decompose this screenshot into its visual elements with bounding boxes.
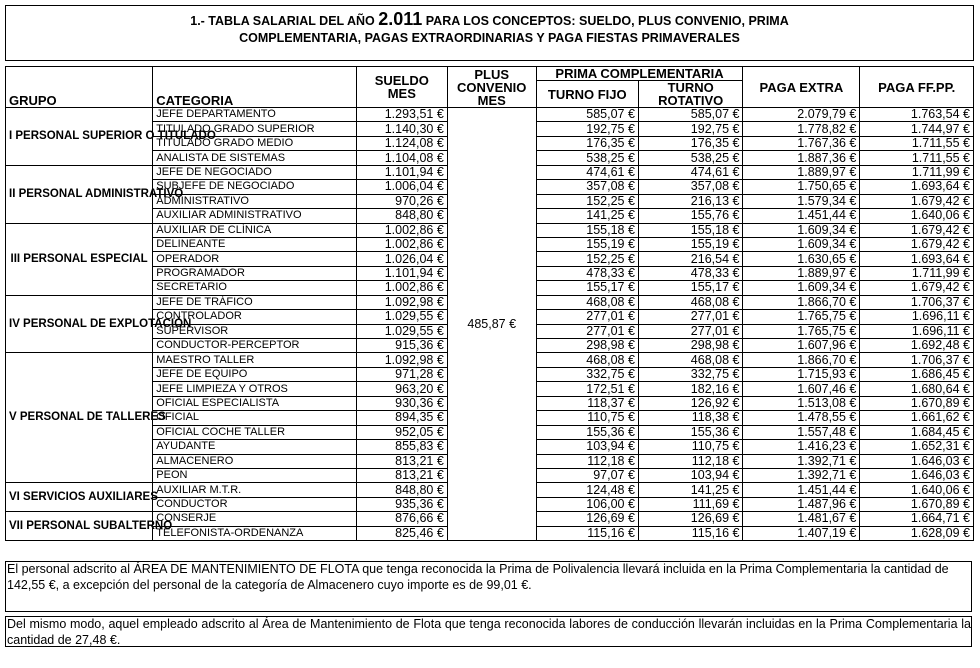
paga-extra-cell: 1.609,34 € (743, 223, 860, 237)
paga-extra-cell: 1.451,44 € (743, 483, 860, 497)
paga-ff-cell: 1.763,54 € (860, 108, 974, 122)
paga-extra-cell: 1.887,36 € (743, 151, 860, 165)
paga-ff-cell: 1.696,11 € (860, 324, 974, 338)
categoria-cell: JEFE DE EQUIPO (153, 367, 356, 381)
group-name: I PERSONAL SUPERIOR O TITULADO (6, 108, 153, 166)
categoria-cell: OFICIAL (153, 411, 356, 425)
title-year: 2.011 (378, 9, 423, 29)
paga-extra-cell: 1.392,71 € (743, 454, 860, 468)
header-sueldo: SUELDO MES (356, 67, 447, 108)
paga-extra-cell: 1.416,23 € (743, 440, 860, 454)
sueldo-cell: 915,36 € (356, 339, 447, 353)
paga-extra-cell: 1.889,97 € (743, 165, 860, 179)
sueldo-cell: 970,26 € (356, 194, 447, 208)
categoria-cell: JEFE LIMPIEZA Y OTROS (153, 382, 356, 396)
paga-extra-cell: 1.889,97 € (743, 266, 860, 280)
group-name: II PERSONAL ADMINISTRATIVO (6, 165, 153, 223)
table-body (6, 108, 974, 541)
paga-ff-cell: 1.679,42 € (860, 223, 974, 237)
paga-extra-cell: 1.767,36 € (743, 136, 860, 150)
categoria-cell: AYUDANTE (153, 440, 356, 454)
turno-rotativo-cell: 468,08 € (638, 295, 743, 309)
turno-fijo-cell: 155,17 € (536, 281, 638, 295)
turno-rotativo-cell: 141,25 € (638, 483, 743, 497)
paga-ff-cell: 1.711,55 € (860, 136, 974, 150)
paga-ff-cell: 1.693,64 € (860, 252, 974, 266)
sueldo-cell: 1.140,30 € (356, 122, 447, 136)
categoria-cell: DELINEANTE (153, 237, 356, 251)
paga-extra-cell: 1.487,96 € (743, 497, 860, 511)
categoria-cell: CONDUCTOR-PERCEPTOR (153, 339, 356, 353)
paga-ff-cell: 1.640,06 € (860, 483, 974, 497)
paga-ff-cell: 1.664,71 € (860, 512, 974, 526)
sueldo-cell: 1.293,51 € (356, 108, 447, 122)
categoria-cell: OFICIAL COCHE TALLER (153, 425, 356, 439)
turno-fijo-cell: 478,33 € (536, 266, 638, 280)
sueldo-cell: 813,21 € (356, 454, 447, 468)
turno-fijo-cell: 538,25 € (536, 151, 638, 165)
turno-rotativo-cell: 155,19 € (638, 237, 743, 251)
paga-ff-cell: 1.679,42 € (860, 281, 974, 295)
categoria-cell: AUXILIAR ADMINISTRATIVO (153, 209, 356, 223)
turno-rotativo-cell: 277,01 € (638, 324, 743, 338)
header-paga-extra: PAGA EXTRA (743, 67, 860, 108)
paga-extra-cell: 1.715,93 € (743, 367, 860, 381)
turno-fijo-cell: 106,00 € (536, 497, 638, 511)
paga-ff-cell: 1.706,37 € (860, 353, 974, 367)
sueldo-cell: 1.104,08 € (356, 151, 447, 165)
sueldo-cell: 935,36 € (356, 497, 447, 511)
turno-rotativo-cell: 216,13 € (638, 194, 743, 208)
paga-extra-cell: 1.478,55 € (743, 411, 860, 425)
categoria-cell: SUBJEFE DE NEGOCIADO (153, 180, 356, 194)
categoria-cell: SECRETARIO (153, 281, 356, 295)
paga-ff-cell: 1.711,99 € (860, 266, 974, 280)
paga-extra-cell: 1.609,34 € (743, 237, 860, 251)
sueldo-cell: 1.124,08 € (356, 136, 447, 150)
turno-fijo-cell: 152,25 € (536, 252, 638, 266)
turno-rotativo-cell: 112,18 € (638, 454, 743, 468)
categoria-cell: ADMINISTRATIVO (153, 194, 356, 208)
paga-extra-cell: 1.513,08 € (743, 396, 860, 410)
categoria-cell: CONTROLADOR (153, 310, 356, 324)
turno-fijo-cell: 155,19 € (536, 237, 638, 251)
title-prefix: 1.- TABLA SALARIAL DEL AÑO (190, 14, 379, 28)
categoria-cell: MAESTRO TALLER (153, 353, 356, 367)
turno-rotativo-cell: 111,69 € (638, 497, 743, 511)
turno-fijo-cell: 124,48 € (536, 483, 638, 497)
group-name: VII PERSONAL SUBALTERNO (6, 512, 153, 541)
paga-ff-cell: 1.711,55 € (860, 151, 974, 165)
sueldo-cell: 1.029,55 € (356, 324, 447, 338)
sueldo-cell: 1.002,86 € (356, 281, 447, 295)
title-suffix: PARA LOS CONCEPTOS: SUELDO, PLUS CONVENIO, PRIMA (422, 14, 789, 28)
turno-rotativo-cell: 176,35 € (638, 136, 743, 150)
paga-extra-cell: 1.630,65 € (743, 252, 860, 266)
turno-fijo-cell: 298,98 € (536, 339, 638, 353)
categoria-cell: OPERADOR (153, 252, 356, 266)
note-mantenimiento-flota: El personal adscrito al ÁREA DE MANTENIMIENTO DE FLOTA que tenga reconocida la Prima de Polivalencia llevará incluida en la Prima Complementaria la cantidad de 142,55 €, a excepción del personal de la categoría de Almacenero cuyo importe es de 99,01 €. (5, 561, 972, 612)
paga-ff-cell: 1.679,42 € (860, 237, 974, 251)
paga-extra-cell: 1.579,34 € (743, 194, 860, 208)
turno-rotativo-cell: 478,33 € (638, 266, 743, 280)
paga-ff-cell: 1.711,99 € (860, 165, 974, 179)
turno-rotativo-cell: 155,17 € (638, 281, 743, 295)
paga-ff-cell: 1.670,89 € (860, 396, 974, 410)
turno-fijo-cell: 118,37 € (536, 396, 638, 410)
group-name: IV PERSONAL DE EXPLOTACIÓN (6, 295, 153, 353)
turno-fijo-cell: 141,25 € (536, 209, 638, 223)
header-turno-rotativo: TURNO ROTATIVO (638, 81, 743, 108)
paga-extra-cell: 1.778,82 € (743, 122, 860, 136)
categoria-cell: PEON (153, 468, 356, 482)
categoria-cell: ANALISTA DE SISTEMAS (153, 151, 356, 165)
categoria-cell: CONDUCTOR (153, 497, 356, 511)
paga-ff-cell: 1.686,45 € (860, 367, 974, 381)
group-name: V PERSONAL DE TALLERES (6, 353, 153, 483)
categoria-cell: TITULADO GRADO SUPERIOR (153, 122, 356, 136)
sueldo-cell: 930,36 € (356, 396, 447, 410)
paga-extra-cell: 1.866,70 € (743, 295, 860, 309)
sueldo-cell: 1.101,94 € (356, 266, 447, 280)
turno-rotativo-cell: 357,08 € (638, 180, 743, 194)
categoria-cell: ALMACENERO (153, 454, 356, 468)
header-grupo: GRUPO (6, 67, 153, 108)
categoria-cell: JEFE DE NEGOCIADO (153, 165, 356, 179)
categoria-cell: TELEFONISTA-ORDENANZA (153, 526, 356, 540)
turno-fijo-cell: 468,08 € (536, 295, 638, 309)
paga-ff-cell: 1.670,89 € (860, 497, 974, 511)
paga-ff-cell: 1.661,62 € (860, 411, 974, 425)
header-categoria: CATEGORIA (153, 67, 356, 108)
categoria-cell: AUXILIAR DE CLÍNICA (153, 223, 356, 237)
turno-fijo-cell: 474,61 € (536, 165, 638, 179)
sueldo-cell: 1.026,04 € (356, 252, 447, 266)
document-title (5, 5, 974, 61)
sueldo-cell: 971,28 € (356, 367, 447, 381)
turno-fijo-cell: 176,35 € (536, 136, 638, 150)
paga-extra-cell: 1.451,44 € (743, 209, 860, 223)
turno-rotativo-cell: 126,69 € (638, 512, 743, 526)
turno-fijo-cell: 110,75 € (536, 411, 638, 425)
paga-ff-cell: 1.693,64 € (860, 180, 974, 194)
turno-rotativo-cell: 155,76 € (638, 209, 743, 223)
turno-fijo-cell: 277,01 € (536, 324, 638, 338)
paga-ff-cell: 1.684,45 € (860, 425, 974, 439)
sueldo-cell: 848,80 € (356, 483, 447, 497)
title-line-1 (6, 11, 973, 30)
sueldo-cell: 1.002,86 € (356, 223, 447, 237)
categoria-cell: PROGRAMADOR (153, 266, 356, 280)
paga-ff-cell: 1.696,11 € (860, 310, 974, 324)
sueldo-cell: 894,35 € (356, 411, 447, 425)
turno-rotativo-cell: 155,18 € (638, 223, 743, 237)
turno-fijo-cell: 97,07 € (536, 468, 638, 482)
sueldo-cell: 1.092,98 € (356, 353, 447, 367)
paga-extra-cell: 1.866,70 € (743, 353, 860, 367)
paga-ff-cell: 1.652,31 € (860, 440, 974, 454)
sueldo-cell: 1.002,86 € (356, 237, 447, 251)
paga-extra-cell: 2.079,79 € (743, 108, 860, 122)
paga-ff-cell: 1.706,37 € (860, 295, 974, 309)
turno-fijo-cell: 155,36 € (536, 425, 638, 439)
sueldo-cell: 876,66 € (356, 512, 447, 526)
categoria-cell: SUPERVISOR (153, 324, 356, 338)
paga-extra-cell: 1.607,46 € (743, 382, 860, 396)
sueldo-cell: 1.006,04 € (356, 180, 447, 194)
paga-ff-cell: 1.646,03 € (860, 468, 974, 482)
turno-rotativo-cell: 298,98 € (638, 339, 743, 353)
group-name: VI SERVICIOS AUXILIARES (6, 483, 153, 512)
header-turno-fijo: TURNO FIJO (536, 81, 638, 108)
sueldo-cell: 848,80 € (356, 209, 447, 223)
turno-rotativo-cell: 468,08 € (638, 353, 743, 367)
paga-extra-cell: 1.607,96 € (743, 339, 860, 353)
header-plus: PLUS CONVENIO MES (447, 67, 536, 108)
turno-rotativo-cell: 155,36 € (638, 425, 743, 439)
paga-extra-cell: 1.481,67 € (743, 512, 860, 526)
turno-rotativo-cell: 118,38 € (638, 411, 743, 425)
sueldo-cell: 825,46 € (356, 526, 447, 540)
sueldo-cell: 1.101,94 € (356, 165, 447, 179)
sueldo-cell: 813,21 € (356, 468, 447, 482)
paga-extra-cell: 1.392,71 € (743, 468, 860, 482)
categoria-cell: TITULADO GRADO MEDIO (153, 136, 356, 150)
table-row (6, 108, 974, 122)
turno-fijo-cell: 103,94 € (536, 440, 638, 454)
paga-extra-cell: 1.407,19 € (743, 526, 860, 540)
title-line-2: COMPLEMENTARIA, PAGAS EXTRAORDINARIAS Y PAGA FIESTAS PRIMAVERALES (239, 31, 740, 45)
turno-rotativo-cell: 216,54 € (638, 252, 743, 266)
salary-table (5, 66, 974, 541)
header-prima: PRIMA COMPLEMENTARIA (536, 67, 743, 81)
turno-rotativo-cell: 126,92 € (638, 396, 743, 410)
turno-fijo-cell: 155,18 € (536, 223, 638, 237)
categoria-cell: JEFE DE TRÁFICO (153, 295, 356, 309)
turno-rotativo-cell: 538,25 € (638, 151, 743, 165)
categoria-cell: AUXILIAR M.T.R. (153, 483, 356, 497)
turno-fijo-cell: 585,07 € (536, 108, 638, 122)
turno-fijo-cell: 126,69 € (536, 512, 638, 526)
paga-ff-cell: 1.692,48 € (860, 339, 974, 353)
turno-fijo-cell: 468,08 € (536, 353, 638, 367)
paga-extra-cell: 1.765,75 € (743, 310, 860, 324)
categoria-cell: CONSERJE (153, 512, 356, 526)
turno-rotativo-cell: 277,01 € (638, 310, 743, 324)
turno-fijo-cell: 152,25 € (536, 194, 638, 208)
paga-ff-cell: 1.628,09 € (860, 526, 974, 540)
turno-fijo-cell: 332,75 € (536, 367, 638, 381)
turno-rotativo-cell: 332,75 € (638, 367, 743, 381)
turno-fijo-cell: 115,16 € (536, 526, 638, 540)
paga-ff-cell: 1.744,97 € (860, 122, 974, 136)
paga-ff-cell: 1.640,06 € (860, 209, 974, 223)
turno-rotativo-cell: 474,61 € (638, 165, 743, 179)
turno-rotativo-cell: 110,75 € (638, 440, 743, 454)
categoria-cell: JEFE DEPARTAMENTO (153, 108, 356, 122)
paga-extra-cell: 1.557,48 € (743, 425, 860, 439)
turno-fijo-cell: 112,18 € (536, 454, 638, 468)
categoria-cell: OFICIAL ESPECIALISTA (153, 396, 356, 410)
sueldo-cell: 952,05 € (356, 425, 447, 439)
paga-extra-cell: 1.750,65 € (743, 180, 860, 194)
sueldo-cell: 1.092,98 € (356, 295, 447, 309)
turno-rotativo-cell: 585,07 € (638, 108, 743, 122)
plus-convenio-cell: 485,87 € (447, 108, 536, 541)
turno-fijo-cell: 172,51 € (536, 382, 638, 396)
group-name: III PERSONAL ESPECIAL (6, 223, 153, 295)
sueldo-cell: 855,83 € (356, 440, 447, 454)
note-conduccion: Del mismo modo, aquel empleado adscrito al Área de Mantenimiento de Flota que tenga reconocida labores de conducción llevarán incluidas en la Prima Complementaria la cantidad de 27,48 €. (7, 617, 971, 647)
turno-rotativo-cell: 115,16 € (638, 526, 743, 540)
turno-rotativo-cell: 192,75 € (638, 122, 743, 136)
turno-rotativo-cell: 103,94 € (638, 468, 743, 482)
sueldo-cell: 963,20 € (356, 382, 447, 396)
header-paga-ff: PAGA FF.PP. (860, 67, 974, 108)
paga-ff-cell: 1.646,03 € (860, 454, 974, 468)
paga-extra-cell: 1.765,75 € (743, 324, 860, 338)
paga-ff-cell: 1.679,42 € (860, 194, 974, 208)
sueldo-cell: 1.029,55 € (356, 310, 447, 324)
turno-fijo-cell: 192,75 € (536, 122, 638, 136)
turno-fijo-cell: 357,08 € (536, 180, 638, 194)
turno-fijo-cell: 277,01 € (536, 310, 638, 324)
paga-extra-cell: 1.609,34 € (743, 281, 860, 295)
turno-rotativo-cell: 182,16 € (638, 382, 743, 396)
paga-ff-cell: 1.680,64 € (860, 382, 974, 396)
